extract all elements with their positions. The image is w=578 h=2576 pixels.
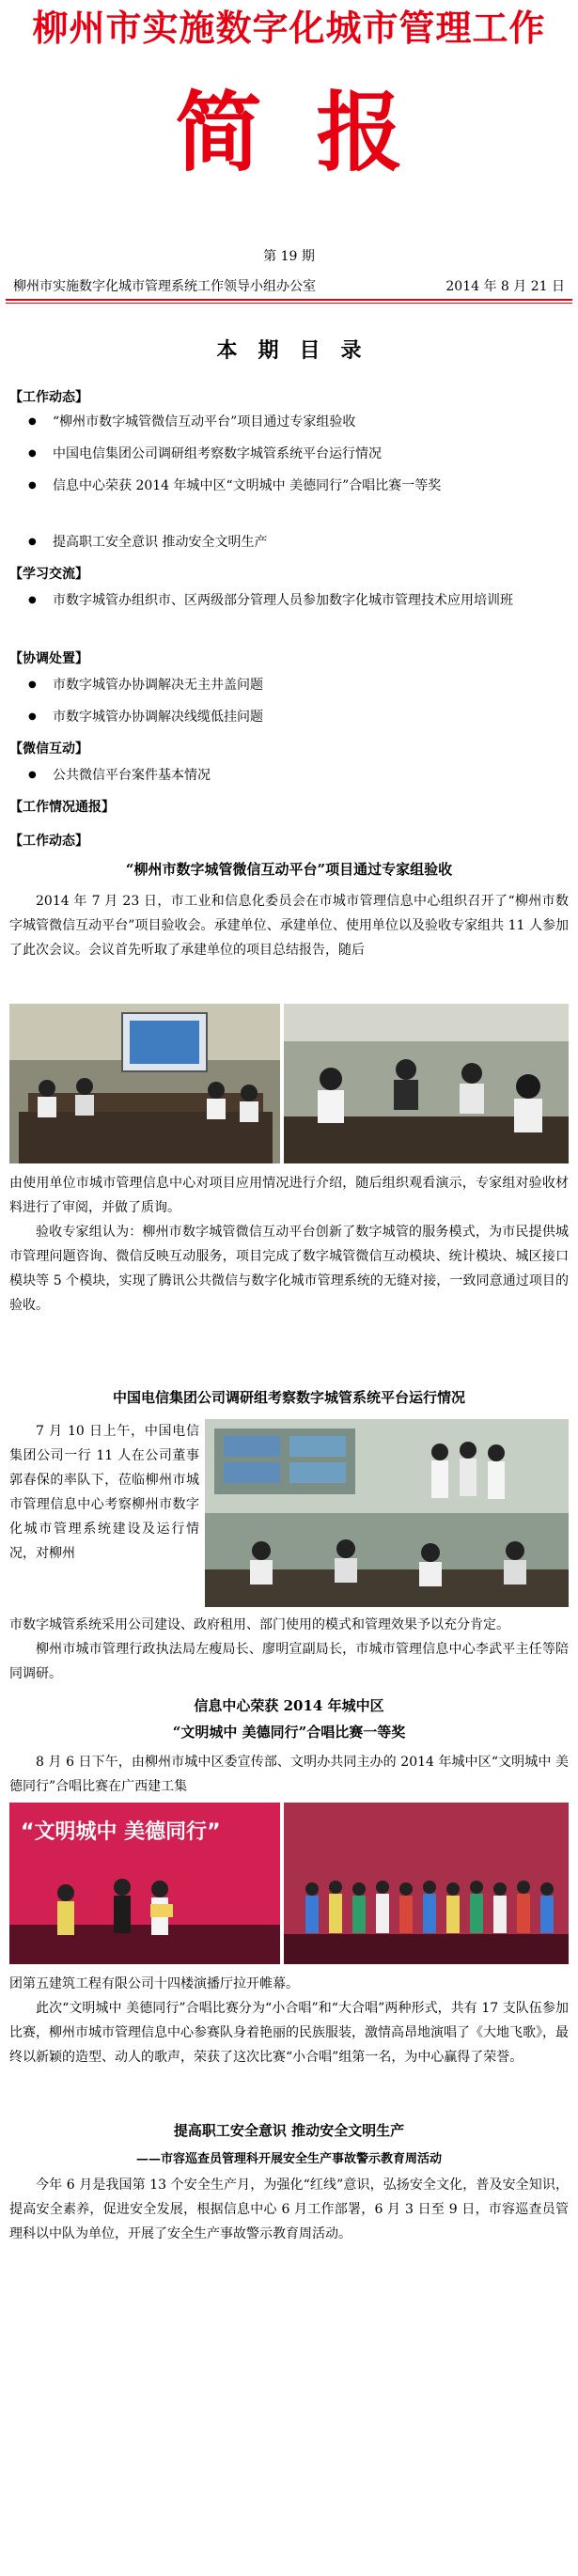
- article-paragraph: 7 月 10 日上午，中国电信集团公司一行 11 人在公司董事郭春保的率队下，莅临柳州市城市管理信息中心考察柳州市数字化城市管理系统建设及运行情况，对柳州: [9, 1424, 199, 1561]
- visit-photo-icon: [205, 1419, 569, 1607]
- article-title: 信息中心荣获 2014 年城中区: [194, 1697, 384, 1714]
- issuing-office: 柳州市实施数字化城市管理系统工作领导小组办公室: [13, 279, 316, 294]
- toc-item[interactable]: ● 信息中心荣获 2014 年城中区“文明城中 美德同行”合唱比赛一等奖: [28, 474, 564, 498]
- toc-item[interactable]: ● “柳州市数字城管微信互动平台”项目通过专家组验收: [28, 410, 564, 434]
- toc-item[interactable]: ● 中国电信集团公司调研组考察数字城管系统平台运行情况: [28, 442, 564, 466]
- toc-item[interactable]: ● 提高职工安全意识 推动安全文明生产: [28, 530, 564, 554]
- photo-telecom-visit: [205, 1419, 569, 1607]
- issue-date: 2014 年 8 月 21 日: [445, 279, 565, 294]
- photo-choir-stage: [9, 1803, 280, 1964]
- red-divider: [6, 299, 572, 301]
- meeting-photo-icon: [9, 1004, 280, 1163]
- toc-section-label: 【工作动态】: [9, 390, 88, 405]
- article-paragraph: 今年 6 月是我国第 13 个安全生产月，为强化“红线”意识，弘扬安全文化，普及安全知识，提高安全素养，促进安全发展，根据信息中心 6 月工作部署，6 月 3 日至 9 日，市容巡查员管理科以中队为单位，开展了安全生产事故警示教育周活动。: [9, 2178, 569, 2241]
- article-paragraph: 8 月 6 日下午，由柳州市城中区委宣传部、文明办共同主办的 2014 年城中区“文明城中 美德同行”合唱比赛在广西建工集: [9, 1755, 569, 1794]
- section-label-work-news: 【工作动态】: [9, 834, 88, 849]
- toc-item[interactable]: ● 市数字城管办协调解决线缆低挂问题: [28, 705, 564, 729]
- article-paragraph: 市数字城管系统采用公司建设、政府租用、部门使用的模式和管理效果予以充分肯定。 柳州市城市管理行政执法局左瘦局长、廖明宣副局长，市城市管理信息中心李武平主任等陪同调研。: [9, 1617, 569, 1681]
- meeting-photo-icon: [284, 1004, 569, 1163]
- article-title: “文明城中 美德同行”合唱比赛一等奖: [172, 1724, 406, 1741]
- toc-section-label: 【学习交流】: [9, 567, 88, 582]
- toc-item[interactable]: ● 市数字城管办协调解决无主井盖问题: [28, 673, 564, 697]
- toc-item[interactable]: ● 公共微信平台案件基本情况: [28, 763, 564, 788]
- photo-meeting-projector: [9, 1004, 280, 1163]
- banner-text: “文明城中 美德同行”: [21, 1820, 221, 1844]
- toc-item[interactable]: ● 市数字城管办组织市、区两级部分管理人员参加数字化城市管理技术应用培训班: [28, 588, 564, 613]
- article-paragraph: 2014 年 7 月 23 日，市工业和信息化委员会在市城市管理信息中心组织召开了“柳州市数字城管微信互动平台”项目验收会。承建单位、承建单位、使用单位以及验收专家组共 11 人参加了此次会议。会议首先听取了承建单位的项目总结报告，随后: [9, 894, 569, 958]
- issue-number: 第 19 期: [263, 249, 315, 264]
- article-title: 提高职工安全意识 推动安全文明生产: [173, 2122, 405, 2139]
- photo-meeting-table: [284, 1004, 569, 1163]
- article-subtitle: ——市容巡查员管理科开展安全生产事故警示教育周活动: [135, 2152, 442, 2166]
- article-paragraph: 由使用单位市城市管理信息中心对项目应用情况进行介绍，随后组织观看演示，专家组对验收材料进行了审阅，并做了质询。 验收专家组认为：柳州市数字城管微信互动平台创新了数字城管的服务模式，为市民提供城市管理问题咨询、微信反映互动服务，项目完成了数字城管微信互动模块、统计模块、城区接口模块等 5 个模块，实现了腾讯公共微信与数字化城市管理系统的无缝对接，一致同意通过项目的验收。: [9, 1176, 569, 1313]
- masthead-subtitle: 简报: [175, 83, 458, 183]
- toc-section-label: 【微信互动】: [9, 742, 88, 757]
- toc-title: 本期目录: [216, 338, 383, 363]
- article-title: “柳州市数字城管微信互动平台”项目通过专家组验收: [125, 861, 453, 878]
- red-divider-thin: [6, 303, 572, 304]
- toc-section-label: 【协调处置】: [9, 651, 88, 666]
- article-title: 中国电信集团公司调研组考察数字城管系统平台运行情况: [112, 1389, 465, 1406]
- photo-choir-group: [284, 1803, 569, 1964]
- article-paragraph: 团第五建筑工程有限公司十四楼演播厅拉开帷幕。 此次“文明城中 美德同行”合唱比赛分为“小合唱”和“大合唱”两种形式，共有 17 支队伍参加比赛，柳州市城市管理信息中心参赛队身着艳丽的民族服装，激情高昂地演唱了《大地飞歌》，最终以新颖的造型、动人的歌声，荣获了这次比赛“小合唱”组第一名，为中心赢得了荣誉。: [9, 1976, 569, 2065]
- choir-group-icon: [284, 1803, 569, 1964]
- masthead-title: 柳州市实施数字化城市管理工作: [32, 8, 546, 49]
- toc-section-label: 【工作情况通报】: [9, 800, 115, 815]
